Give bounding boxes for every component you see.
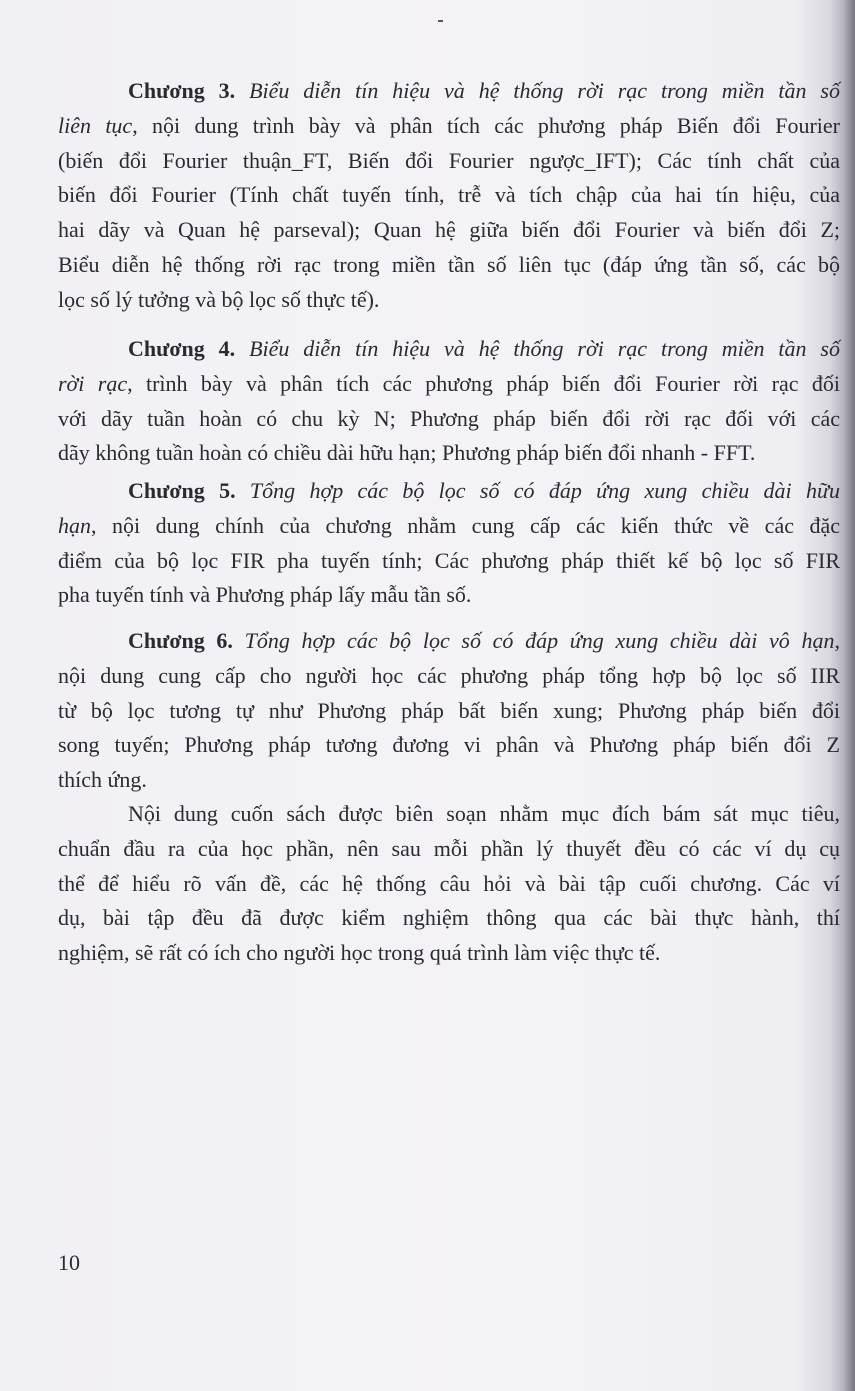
text-line (58, 867, 840, 902)
page-number: 10 (58, 1250, 80, 1275)
text-line (58, 578, 840, 613)
body-text: dãy không tuần hoàn có chiều dài hữu hạn; Phương pháp biến đổi nhanh - FFT. (58, 440, 756, 466)
chapter-label: Chương 4. (128, 336, 250, 361)
text-line (58, 509, 840, 544)
book-content-summary (58, 797, 840, 971)
text-line (58, 402, 840, 437)
chapter-title: Biểu diễn tín hiệu và hệ thống rời rạc trong miền tần số (249, 336, 840, 361)
text-line (58, 659, 840, 694)
text-line (58, 797, 840, 832)
scan-mark (438, 20, 443, 22)
chapter-title: liên tục (58, 112, 133, 138)
body-text: Nội dung cuốn sách được biên soạn nhằm mục đích bám sát mục tiêu, (128, 801, 840, 826)
text-line (58, 624, 840, 659)
body-text: thích ứng. (58, 767, 147, 793)
text-line (58, 832, 840, 867)
body-text: , (834, 628, 840, 653)
body-text: điểm của bộ lọc FIR pha tuyến tính; Các phương pháp thiết kế bộ lọc số FIR (58, 547, 840, 573)
text-line (58, 728, 840, 763)
chapter-label: Chương 5. (128, 478, 250, 503)
body-text: thể để hiểu rõ vấn đề, các hệ thống câu hỏi và bài tập cuối chương. Các ví (58, 870, 840, 896)
body-text: từ bộ lọc tương tự như Phương pháp bất biến xung; Phương pháp biến đổi (58, 697, 840, 723)
text-line (58, 936, 840, 971)
chapter-6-summary (58, 624, 840, 798)
text-line (58, 436, 840, 471)
text-line (58, 474, 840, 509)
chapter-label: Chương 6. (128, 628, 245, 653)
body-text: lọc số lý tưởng và bộ lọc số thực tế). (58, 286, 380, 312)
text-line (58, 763, 840, 798)
text-line (58, 248, 840, 283)
body-text: pha tuyến tính và Phương pháp lấy mẫu tần số. (58, 582, 472, 608)
chapter-5-summary (58, 474, 840, 613)
body-text: chuẩn đầu ra của học phần, nên sau mỗi phần lý thuyết đều có các ví dụ cụ (58, 835, 840, 861)
body-text: , nội dung trình bày và phân tích các phương pháp Biến đổi Fourier (132, 112, 840, 138)
text-line (58, 901, 840, 936)
body-text: song tuyến; Phương pháp tương đương vi phân và Phương pháp biến đổi Z (58, 732, 840, 758)
chapter-title: Tổng hợp các bộ lọc số có đáp ứng xung chiều dài hữu (249, 478, 840, 503)
text-line (58, 367, 840, 402)
text-line (58, 332, 840, 367)
body-text: biến đổi Fourier (Tính chất tuyến tính, trễ và tích chập của hai tín hiệu, của (58, 182, 840, 208)
text-line (58, 74, 840, 109)
text-line (58, 283, 840, 318)
chapter-3-summary (58, 74, 840, 318)
chapter-4-summary (58, 332, 840, 471)
chapter-label: Chương 3. (128, 78, 250, 103)
page-edge-shadow (843, 0, 855, 1391)
chapter-title: hạn (58, 512, 91, 538)
chapter-title: rời rạc (58, 370, 128, 396)
body-text: (biến đổi Fourier thuận_FT, Biến đổi Fourier ngược_IFT); Các tính chất của (58, 147, 840, 173)
text-line (58, 144, 840, 179)
body-text: hai dãy và Quan hệ parseval); Quan hệ giữa biến đổi Fourier và biến đổi Z; (58, 217, 840, 243)
body-text: với dãy tuần hoàn có chu kỳ N; Phương pháp biến đổi rời rạc đối với các (58, 405, 840, 431)
text-line (58, 178, 840, 213)
text-line (58, 213, 840, 248)
chapter-title: Tổng hợp các bộ lọc số có đáp ứng xung chiều dài vô hạn (244, 628, 835, 653)
text-line (58, 694, 840, 729)
chapter-title: Biểu diễn tín hiệu và hệ thống rời rạc trong miền tần số (249, 78, 840, 103)
body-text: , nội dung chính của chương nhằm cung cấp các kiến thức về các đặc (91, 512, 840, 538)
text-line (58, 109, 840, 144)
body-text: nội dung cung cấp cho người học các phương pháp tổng hợp bộ lọc số IIR (58, 662, 840, 688)
text-line (58, 544, 840, 579)
body-text: Biểu diễn hệ thống rời rạc trong miền tần số liên tục (đáp ứng tần số, các bộ (58, 251, 840, 277)
body-text: dụ, bài tập đều đã được kiểm nghiệm thông qua các bài thực hành, thí (58, 905, 840, 931)
body-text: , trình bày và phân tích các phương pháp biến đổi Fourier rời rạc đối (127, 370, 840, 396)
body-text: nghiệm, sẽ rất có ích cho người học trong quá trình làm việc thực tế. (58, 940, 661, 966)
